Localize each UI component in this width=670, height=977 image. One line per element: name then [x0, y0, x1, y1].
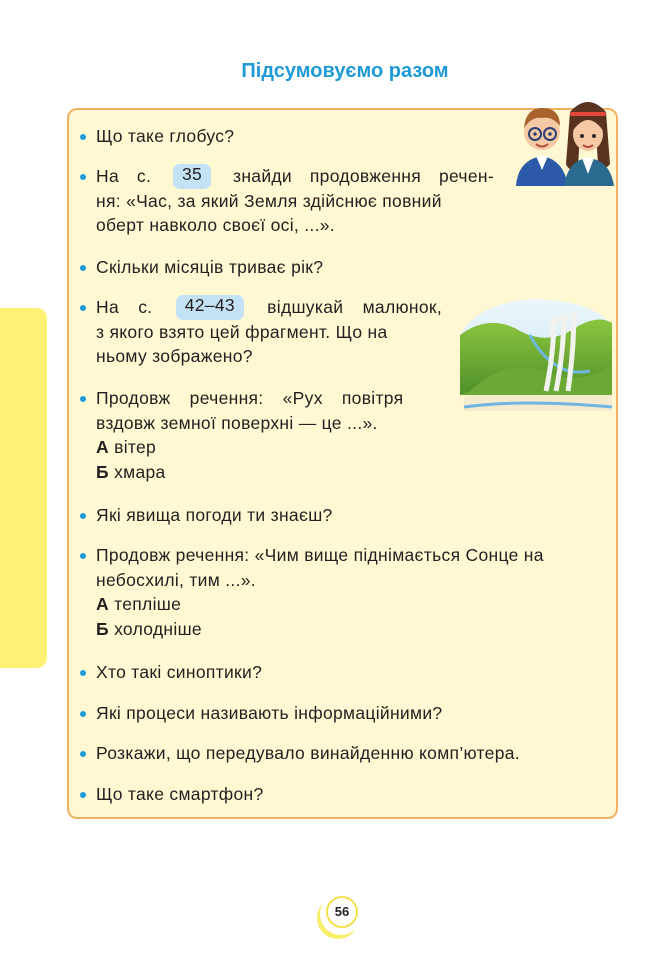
question-word: с. [136, 166, 152, 186]
question-9 [96, 701, 442, 726]
question-line: вздовж земної поверхні — це ...». [96, 412, 378, 433]
bullet [80, 553, 86, 559]
question-word: відшукай [267, 297, 344, 317]
bullet [80, 174, 86, 180]
question-line: небосхилі, тим ...». [96, 569, 256, 590]
question-line: ня: «Час, за який Земля здійснює повний [96, 190, 442, 211]
question-text: Які явища погоди ти знаєш? [96, 505, 333, 525]
bullet [80, 670, 86, 676]
bullet [80, 396, 86, 402]
question-line: ньому зображено? [96, 346, 253, 366]
answer-option [96, 435, 442, 460]
question-text: Що таке смартфон? [96, 784, 264, 804]
question-5 [96, 386, 442, 484]
question-text: Які процеси називають інформаційними? [96, 703, 443, 723]
question-line: з якого взято цей фрагмент. Що на [96, 321, 388, 342]
question-word: На [96, 297, 119, 317]
option-text: холодніше [114, 618, 202, 639]
bullet [80, 134, 86, 140]
question-text: Хто такі синоптики? [96, 662, 263, 682]
question-word: знайди [233, 166, 292, 186]
answer-option [96, 460, 442, 485]
answer-option [96, 617, 544, 642]
question-line: Продовж речення: «Рух повітря [96, 388, 404, 408]
option-text: вітер [114, 437, 157, 457]
question-7 [96, 543, 544, 641]
page-number: 56 [326, 896, 358, 928]
question-line: Продовж речення: «Чим вище піднімається Сонце на [96, 545, 544, 565]
question-2 [96, 164, 494, 238]
option-letter: Б [96, 618, 109, 639]
question-text: Скільки місяців триває рік? [96, 257, 324, 277]
option-text: тепліше [114, 594, 182, 614]
side-tab [0, 308, 47, 668]
question-4 [96, 295, 442, 369]
question-text: Що таке глобус? [96, 126, 235, 146]
question-10 [96, 741, 520, 766]
bullet [80, 305, 86, 311]
bullet [80, 751, 86, 757]
question-word: продовження [309, 166, 422, 186]
landscape-illustration [460, 295, 612, 427]
answer-option [96, 592, 544, 617]
question-text: Розкажи, що передувало винайденню комп’ютера. [96, 743, 520, 763]
children-illustration [512, 94, 618, 186]
page-reference-badge: 35 [173, 164, 211, 189]
option-text: хмара [114, 461, 166, 482]
option-letter: Б [96, 461, 109, 482]
question-word: с. [138, 297, 153, 317]
question-word: речен- [438, 166, 494, 186]
page-reference-badge: 42–43 [176, 295, 244, 320]
question-3 [96, 255, 323, 280]
question-word: малюнок, [362, 297, 442, 317]
option-letter: А [96, 594, 109, 614]
question-line: оберт навколо своєї осі, ...». [96, 215, 335, 235]
question-word: На [96, 166, 119, 186]
question-11 [96, 782, 264, 807]
page-title: Підсумовуємо разом [241, 60, 449, 82]
question-8 [96, 660, 262, 685]
question-6 [96, 503, 333, 528]
bullet [80, 513, 86, 519]
question-1 [96, 124, 234, 149]
bullet [80, 792, 86, 798]
bullet [80, 265, 86, 271]
option-letter: А [96, 437, 109, 457]
bullet [80, 711, 86, 717]
